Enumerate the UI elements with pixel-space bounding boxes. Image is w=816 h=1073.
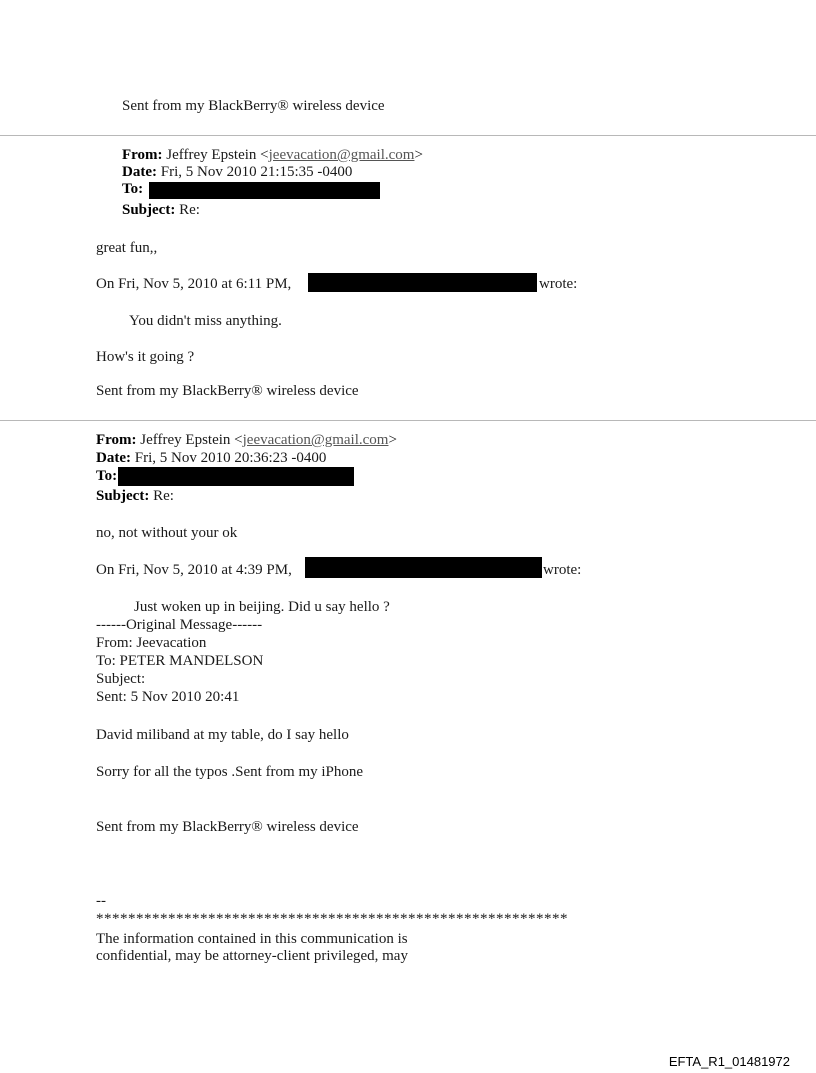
subject-value: Re: xyxy=(179,202,200,218)
sent-from-line: Sent from my BlackBerry® wireless device xyxy=(122,98,385,114)
from-label: From: xyxy=(122,147,163,163)
date-value: Fri, 5 Nov 2010 21:15:35 -0400 xyxy=(160,164,353,180)
disclaimer-line-1: The information contained in this communication is xyxy=(96,931,408,947)
email1-on-line xyxy=(96,275,291,293)
from-close: > xyxy=(414,147,423,163)
original-from: From: Jeevacation xyxy=(96,635,207,651)
from-name: Jeffrey Epstein < xyxy=(140,432,243,448)
signature-stars: *********************************************************** xyxy=(96,911,568,927)
separator-rule xyxy=(0,420,816,421)
sent-from-line: Sent from my BlackBerry® wireless device xyxy=(96,819,359,835)
on-suffix: wrote: xyxy=(539,276,578,292)
original-subject: Subject: xyxy=(96,671,146,687)
typos-line: Sorry for all the typos .Sent from my iPhone xyxy=(96,764,364,780)
email1-from xyxy=(122,147,423,163)
email2-body: no, not without your ok xyxy=(96,525,238,541)
subject-label: Subject: xyxy=(122,202,176,218)
redaction-block xyxy=(118,467,354,486)
original-body: David miliband at my table, do I say hello xyxy=(96,727,349,743)
subject-label: Subject: xyxy=(96,488,150,504)
on-suffix: wrote: xyxy=(543,562,582,578)
redaction-block xyxy=(149,182,380,199)
to-label: To: xyxy=(96,468,118,484)
email2-date xyxy=(96,450,326,466)
date-value: Fri, 5 Nov 2010 20:36:23 -0400 xyxy=(134,450,327,466)
email2-from xyxy=(96,432,397,448)
to-label: To: xyxy=(122,181,144,197)
from-close: > xyxy=(388,432,397,448)
email2-quoted: Just woken up in beijing. Did u say hello ? xyxy=(134,599,390,615)
redaction-block xyxy=(305,557,542,578)
from-label: From: xyxy=(96,432,137,448)
from-name: Jeffrey Epstein < xyxy=(166,147,269,163)
email1-quoted: You didn't miss anything. xyxy=(129,313,282,329)
email1-subject xyxy=(122,202,200,218)
from-email-link[interactable]: jeevacation@gmail.com xyxy=(242,432,389,448)
email1-date xyxy=(122,164,352,180)
separator-rule xyxy=(0,135,816,136)
email2-on-line xyxy=(96,561,292,579)
original-sent: Sent: 5 Nov 2010 20:41 xyxy=(96,689,240,705)
email1-hows: How's it going ? xyxy=(96,349,195,365)
date-label: Date: xyxy=(122,164,157,180)
sent-from-line: Sent from my BlackBerry® wireless device xyxy=(96,383,359,399)
original-message-header: ------Original Message------ xyxy=(96,617,263,633)
original-to: To: PETER MANDELSON xyxy=(96,653,264,669)
date-label: Date: xyxy=(96,450,131,466)
from-email-link[interactable]: jeevacation@gmail.com xyxy=(268,147,415,163)
signature-dashes: -- xyxy=(96,893,106,909)
redaction-block xyxy=(308,273,537,292)
email1-to xyxy=(122,181,143,197)
on-prefix: On Fri, Nov 5, 2010 at 4:39 PM, xyxy=(96,562,292,578)
subject-value: Re: xyxy=(153,488,174,504)
document-id: EFTA_R1_01481972 xyxy=(668,1054,790,1069)
email1-body: great fun,, xyxy=(96,240,158,256)
email2-subject xyxy=(96,488,174,504)
on-prefix: On Fri, Nov 5, 2010 at 6:11 PM, xyxy=(96,276,292,292)
disclaimer-line-2: confidential, may be attorney-client privileged, may xyxy=(96,948,408,964)
email2-to xyxy=(96,468,117,484)
